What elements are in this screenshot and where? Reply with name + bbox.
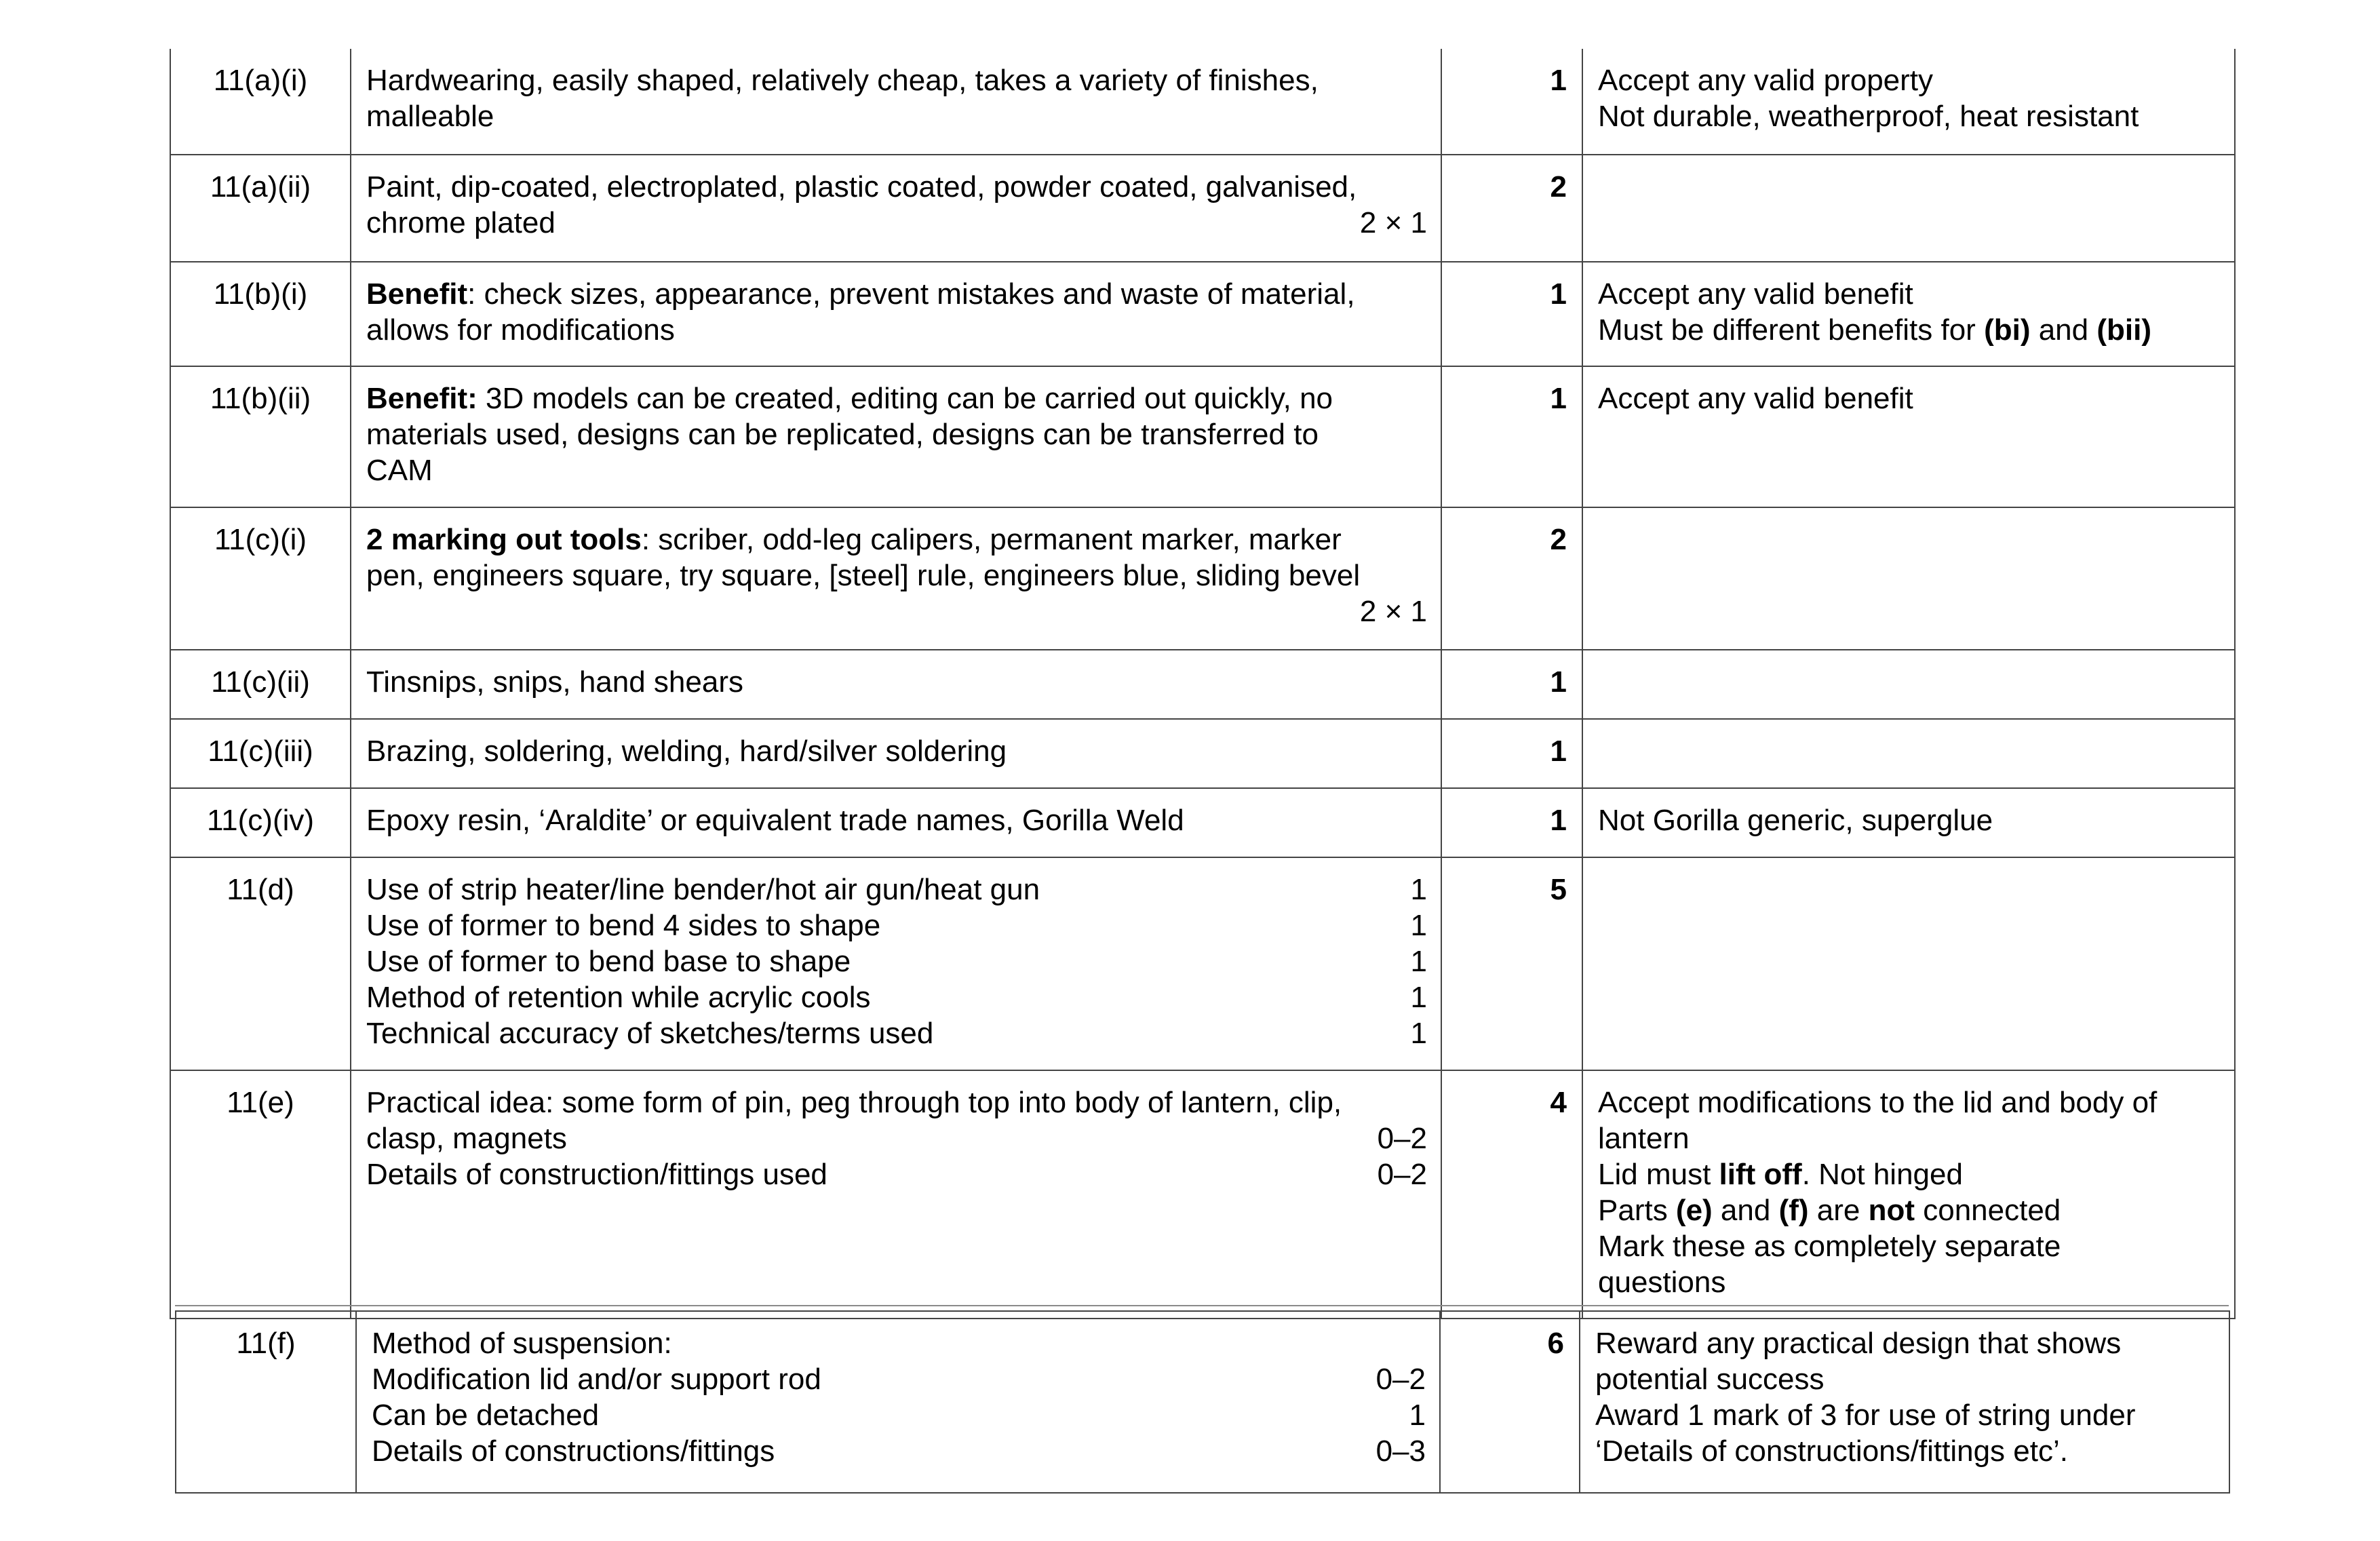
question-id: 11(b)(i) — [170, 262, 351, 366]
sub-mark: 2 × 1 — [1359, 595, 1427, 628]
guidance-cell — [1582, 155, 2235, 262]
point-mark: 1 — [1410, 945, 1427, 978]
answer-heading: Benefit: — [366, 382, 477, 415]
table-row — [170, 49, 2235, 155]
answer-cell — [351, 366, 1441, 507]
question-id: 11(b)(ii) — [170, 366, 351, 507]
guidance-text: are — [1808, 1194, 1869, 1227]
answer-line: materials used, designs can be replicated, designs can be transferred to — [366, 418, 1319, 451]
table-row — [170, 650, 2235, 719]
point-mark: 1 — [1409, 1399, 1426, 1432]
sub-mark: 2 × 1 — [1359, 206, 1427, 239]
guidance-cell — [1582, 788, 2235, 857]
guidance-text: Parts — [1598, 1194, 1676, 1227]
guidance-text: and — [2030, 313, 2097, 347]
question-id: 11(c)(ii) — [170, 650, 351, 719]
answer-line — [366, 205, 1427, 241]
answer-line: Hardwearing, easily shaped, relatively cheap, takes a variety of finishes, — [366, 64, 1319, 97]
answer-line: Practical idea: some form of pin, peg through top into body of lantern, clip, — [366, 1086, 1342, 1119]
table-row — [176, 1311, 2229, 1493]
table-row — [170, 719, 2235, 788]
answer-line: malleable — [366, 100, 494, 133]
marks-cell: 1 — [1441, 788, 1582, 857]
mark-point — [372, 1397, 1426, 1433]
guidance-cell — [1582, 366, 2235, 507]
mark-point — [366, 908, 1427, 943]
answer-text: : scriber, odd-leg calipers, permanent marker, marker — [641, 523, 1342, 556]
mark-point — [372, 1433, 1426, 1469]
point-mark: 0–2 — [1377, 1158, 1427, 1191]
guidance-line: potential success — [1595, 1363, 1825, 1396]
guidance-line: Accept any valid benefit — [1598, 277, 1913, 311]
question-id: 11(c)(iii) — [170, 719, 351, 788]
guidance-text: Must be different benefits for — [1598, 313, 1985, 347]
guidance-line: Accept modifications to the lid and body of — [1598, 1086, 2158, 1119]
marks-cell: 2 — [1441, 155, 1582, 262]
guidance-line: Accept any valid property — [1598, 64, 1934, 97]
guidance-text: and — [1712, 1194, 1779, 1227]
answer-cell — [351, 719, 1441, 788]
point-mark: 0–3 — [1376, 1435, 1426, 1468]
answer-line — [366, 381, 1427, 416]
question-id: 11(c)(iv) — [170, 788, 351, 857]
question-id: 11(d) — [170, 857, 351, 1070]
answer-text: : check sizes, appearance, prevent mistakes and waste of material, — [467, 277, 1355, 311]
mark-point — [366, 943, 1427, 979]
guidance-text: connected — [1915, 1194, 2061, 1227]
guidance-line: Not Gorilla generic, superglue — [1598, 804, 1993, 837]
answer-cell — [351, 1070, 1441, 1319]
guidance-text: . Not hinged — [1801, 1158, 1963, 1191]
guidance-cell — [1582, 719, 2235, 788]
answer-cell — [351, 49, 1441, 155]
guidance-line: Award 1 mark of 3 for use of string under — [1595, 1399, 2136, 1432]
answer-line: pen, engineers square, try square, [steel] rule, engineers blue, sliding bevel — [366, 559, 1361, 592]
answer-heading: 2 marking out tools — [366, 523, 642, 556]
answer-text: 3D models can be created, editing can be carried out quickly, no — [477, 382, 1333, 415]
guidance-cell — [1582, 650, 2235, 719]
point-mark: 1 — [1410, 909, 1427, 942]
question-id: 11(e) — [170, 1070, 351, 1319]
guidance-ref: (e) — [1675, 1194, 1713, 1227]
answer-cell — [351, 650, 1441, 719]
question-id: 11(f) — [176, 1311, 356, 1493]
point-mark: 1 — [1410, 981, 1427, 1014]
point-text: Modification lid and/or support rod — [372, 1363, 821, 1396]
answer-cell — [351, 507, 1441, 650]
mark-point — [366, 1015, 1427, 1051]
point-text: Use of former to bend 4 sides to shape — [366, 909, 881, 942]
table-divider — [175, 1305, 2229, 1306]
table-row — [170, 857, 2235, 1070]
guidance-cell — [1580, 1311, 2229, 1493]
mark-point — [366, 872, 1427, 908]
guidance-line: Accept any valid benefit — [1598, 382, 1913, 415]
guidance-line: questions — [1598, 1266, 1726, 1299]
mark-scheme-table-continued — [175, 1310, 2230, 1494]
guidance-cell — [1582, 49, 2235, 155]
mark-point — [366, 1120, 1427, 1156]
answer-line — [366, 276, 1427, 312]
guidance-line — [1598, 312, 2227, 348]
answer-cell — [356, 1311, 1440, 1493]
answer-text: chrome plated — [366, 206, 555, 239]
guidance-emphasis: lift off — [1719, 1158, 1802, 1191]
guidance-cell — [1582, 262, 2235, 366]
point-mark: 1 — [1410, 873, 1427, 906]
table-row — [170, 788, 2235, 857]
marks-cell: 1 — [1441, 262, 1582, 366]
answer-line: Brazing, soldering, welding, hard/silver soldering — [366, 735, 1007, 768]
question-id: 11(c)(i) — [170, 507, 351, 650]
guidance-ref: (bi) — [1984, 313, 2031, 347]
guidance-cell — [1582, 857, 2235, 1070]
answer-line: CAM — [366, 454, 433, 487]
marks-cell: 4 — [1441, 1070, 1582, 1319]
point-mark: 1 — [1410, 1017, 1427, 1050]
answer-heading: Benefit — [366, 277, 468, 311]
answer-cell — [351, 788, 1441, 857]
table-row — [170, 155, 2235, 262]
answer-line: Method of suspension: — [372, 1327, 672, 1360]
guidance-line — [1598, 1156, 2227, 1192]
marks-cell: 6 — [1440, 1311, 1580, 1493]
question-id: 11(a)(ii) — [170, 155, 351, 262]
table-row — [170, 1070, 2235, 1319]
answer-cell — [351, 262, 1441, 366]
answer-line: Paint, dip-coated, electroplated, plastic coated, powder coated, galvanised, — [366, 170, 1357, 203]
marks-cell: 1 — [1441, 49, 1582, 155]
marks-cell: 2 — [1441, 507, 1582, 650]
point-text: Technical accuracy of sketches/terms used — [366, 1017, 934, 1050]
mark-point — [366, 979, 1427, 1015]
guidance-ref: (f) — [1778, 1194, 1809, 1227]
guidance-cell — [1582, 507, 2235, 650]
guidance-line: Mark these as completely separate — [1598, 1230, 2061, 1263]
table-row — [170, 507, 2235, 650]
table-row — [170, 366, 2235, 507]
answer-cell — [351, 857, 1441, 1070]
marks-cell: 1 — [1441, 650, 1582, 719]
guidance-ref: (bii) — [2096, 313, 2151, 347]
point-mark: 0–2 — [1377, 1122, 1427, 1155]
guidance-emphasis: not — [1868, 1194, 1915, 1227]
point-text: Use of strip heater/line bender/hot air gun/heat gun — [366, 873, 1040, 906]
guidance-line: ‘Details of constructions/fittings etc’. — [1595, 1435, 2068, 1468]
marks-cell: 1 — [1441, 366, 1582, 507]
point-text: Can be detached — [372, 1399, 600, 1432]
point-text: Method of retention while acrylic cools — [366, 981, 871, 1014]
point-text: Details of construction/fittings used — [366, 1158, 827, 1191]
marks-cell: 5 — [1441, 857, 1582, 1070]
guidance-line: Not durable, weatherproof, heat resistant — [1598, 100, 2139, 133]
table-row — [170, 262, 2235, 366]
answer-line — [366, 522, 1427, 558]
guidance-line — [1598, 1192, 2227, 1228]
answer-line: Tinsnips, snips, hand shears — [366, 665, 743, 699]
answer-cell — [351, 155, 1441, 262]
point-text: Use of former to bend base to shape — [366, 945, 851, 978]
guidance-line: Reward any practical design that shows — [1595, 1327, 2122, 1360]
guidance-line: lantern — [1598, 1122, 1690, 1155]
mark-point — [366, 1156, 1427, 1192]
mark-point — [372, 1361, 1426, 1397]
mark-scheme-table — [170, 49, 2236, 1319]
guidance-text: Lid must — [1598, 1158, 1719, 1191]
answer-line: allows for modifications — [366, 313, 675, 347]
point-mark: 0–2 — [1376, 1363, 1426, 1396]
point-text: clasp, magnets — [366, 1122, 567, 1155]
guidance-cell — [1582, 1070, 2235, 1319]
point-text: Details of constructions/fittings — [372, 1435, 775, 1468]
answer-line: Epoxy resin, ‘Araldite’ or equivalent trade names, Gorilla Weld — [366, 804, 1184, 837]
marks-cell: 1 — [1441, 719, 1582, 788]
question-id: 11(a)(i) — [170, 49, 351, 155]
